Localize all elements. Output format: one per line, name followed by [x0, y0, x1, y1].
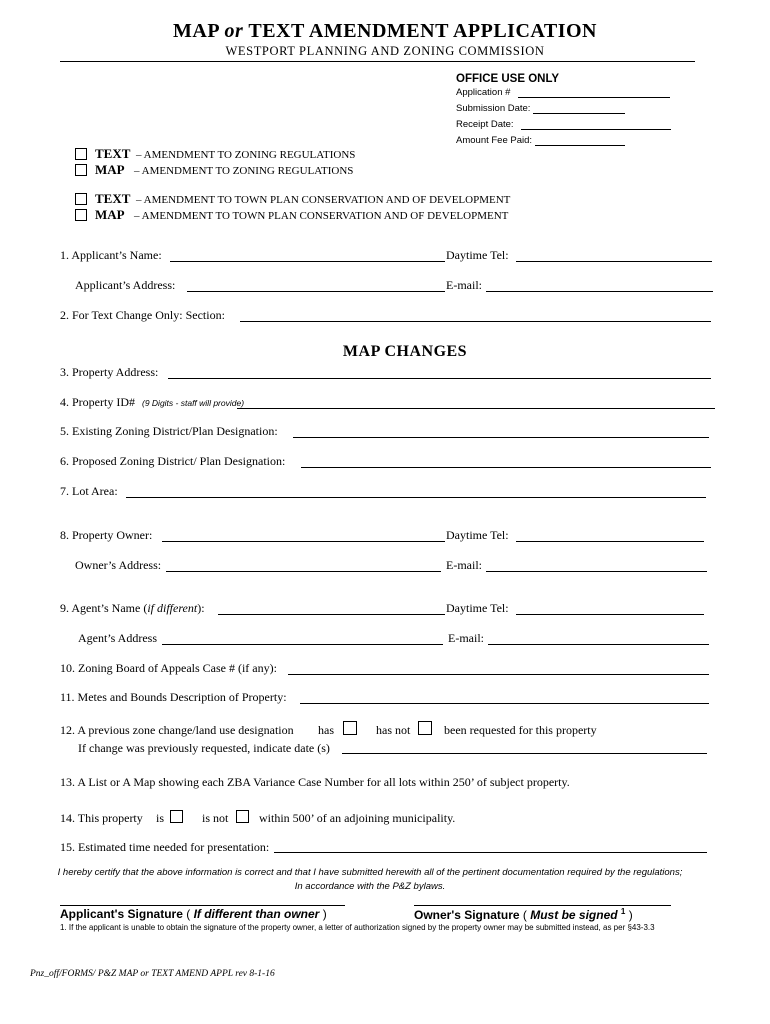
lot-area-label: 7. Lot Area:: [60, 484, 118, 498]
owner-tel-field[interactable]: [516, 541, 704, 542]
text-townplan-checkbox[interactable]: [75, 193, 87, 205]
property-address-field[interactable]: [168, 378, 711, 379]
amend-type-key: TEXT: [95, 191, 131, 206]
proposed-zoning-label: 6. Proposed Zoning District/ Plan Designation:: [60, 454, 286, 468]
agent-email-label: E-mail:: [448, 631, 484, 645]
header-divider: [60, 61, 695, 62]
agent-name-field[interactable]: [218, 614, 445, 615]
zba-case-field[interactable]: [288, 674, 709, 675]
office-fee-label: Amount Fee Paid:: [456, 135, 533, 146]
prev-date-label: If change was previously requested, indicate date (s): [78, 741, 330, 755]
is-not-label: is not: [202, 811, 229, 825]
amend-type-desc: – AMENDMENT TO ZONING REGULATIONS: [134, 165, 354, 177]
map-townplan-checkbox[interactable]: [75, 209, 87, 221]
amend-type-desc: – AMENDMENT TO TOWN PLAN CONSERVATION AND OF DEVELOPMENT: [136, 194, 511, 206]
agents-address-label: Agent’s Address: [78, 631, 157, 645]
office-submission-label: Submission Date:: [456, 103, 531, 114]
metes-bounds-label: 11. Metes and Bounds Description of Property:: [60, 690, 287, 704]
estimated-time-field[interactable]: [274, 852, 707, 853]
estimated-time-label: 15. Estimated time needed for presentation:: [60, 840, 270, 854]
map-zoning-checkbox[interactable]: [75, 164, 87, 176]
office-application-label: Application #: [456, 87, 511, 98]
agents-address-field[interactable]: [162, 644, 443, 645]
lot-area-field[interactable]: [126, 497, 706, 498]
amend-type-desc: – AMENDMENT TO TOWN PLAN CONSERVATION AND OF DEVELOPMENT: [134, 210, 509, 222]
has-not-checkbox[interactable]: [418, 721, 432, 735]
prev-change-label: 12. A previous zone change/land use designation: [60, 723, 294, 737]
applicant-address-label: Applicant’s Address:: [75, 278, 176, 292]
certification-line-2: In accordance with the P&Z bylaws.: [294, 881, 446, 892]
property-owner-field[interactable]: [162, 541, 445, 542]
office-fee-field[interactable]: [535, 145, 625, 146]
office-receipt-field[interactable]: [521, 129, 671, 130]
applicant-email-field[interactable]: [486, 291, 713, 292]
amend-type-key: MAP: [95, 162, 125, 177]
page-title: [0, 20, 770, 43]
prev-date-field[interactable]: [342, 753, 707, 754]
applicant-signature-field[interactable]: [60, 905, 345, 906]
title-map: MAP: [173, 20, 219, 42]
is-checkbox[interactable]: [170, 810, 183, 823]
owner-email-label: E-mail:: [446, 558, 482, 572]
office-application-field[interactable]: [518, 97, 670, 98]
applicant-tel-field[interactable]: [516, 261, 712, 262]
office-use-title: OFFICE USE ONLY: [456, 73, 560, 85]
proposed-zoning-field[interactable]: [301, 467, 711, 468]
agent-email-field[interactable]: [488, 644, 709, 645]
has-label: has: [318, 723, 334, 737]
applicant-name-label: 1. Applicant’s Name:: [60, 248, 162, 262]
owner-tel-label: Daytime Tel:: [446, 528, 509, 542]
property-id-field[interactable]: [237, 408, 715, 409]
text-change-field[interactable]: [240, 321, 711, 322]
applicant-signature-label: Applicant's Signature ( If different than owner ): [60, 907, 327, 921]
existing-zoning-field[interactable]: [293, 437, 709, 438]
applicant-email-label: E-mail:: [446, 278, 482, 292]
title-text-amendment: TEXT AMENDMENT APPLICATION: [248, 20, 597, 42]
zba-case-label: 10. Zoning Board of Appeals Case # (if any):: [60, 661, 277, 675]
text-zoning-checkbox[interactable]: [75, 148, 87, 160]
property-address-label: 3. Property Address:: [60, 365, 159, 379]
has-not-label: has not: [376, 723, 411, 737]
amend-type-key: TEXT: [95, 146, 131, 161]
form-footer: Pnz_off/FORMS/ P&Z MAP or TEXT AMEND APPL rev 8-1-16: [30, 969, 275, 979]
agent-name-label: 9. Agent’s Name (if different):: [60, 601, 205, 615]
is-not-checkbox[interactable]: [236, 810, 249, 823]
applicant-name-field[interactable]: [170, 261, 445, 262]
this-property-label: 14. This property: [60, 811, 143, 825]
agent-tel-field[interactable]: [516, 614, 704, 615]
footnote: 1. If the applicant is unable to obtain the signature of the property owner, a letter of authorization signed by the property owner may be submitted instead, as per §43-3.3: [60, 923, 655, 932]
page-subtitle: WESTPORT PLANNING AND ZONING COMMISSION: [225, 44, 545, 58]
owner-signature-field[interactable]: [414, 905, 671, 906]
has-checkbox[interactable]: [343, 721, 357, 735]
agent-tel-label: Daytime Tel:: [446, 601, 509, 615]
owners-address-field[interactable]: [166, 571, 441, 572]
office-submission-field[interactable]: [533, 113, 625, 114]
applicant-tel-label: Daytime Tel:: [446, 248, 509, 262]
applicant-address-field[interactable]: [187, 291, 445, 292]
list-map-label: 13. A List or A Map showing each ZBA Variance Case Number for all lots within 250’ of subject property.: [60, 775, 570, 789]
property-id-note: (9 Digits - staff will provide): [142, 398, 245, 408]
been-requested-label: been requested for this property: [444, 723, 597, 737]
text-change-label: 2. For Text Change Only: Section:: [60, 308, 225, 322]
amend-type-key: MAP: [95, 207, 125, 222]
title-or: or: [224, 20, 244, 42]
office-receipt-label: Receipt Date:: [456, 119, 514, 130]
property-owner-label: 8. Property Owner:: [60, 528, 153, 542]
property-id-label: 4. Property ID#: [60, 395, 135, 409]
within-500-label: within 500’ of an adjoining municipality.: [259, 811, 456, 825]
owners-address-label: Owner’s Address:: [75, 558, 162, 572]
existing-zoning-label: 5. Existing Zoning District/Plan Designation:: [60, 424, 278, 438]
metes-bounds-field[interactable]: [300, 703, 709, 704]
owner-email-field[interactable]: [486, 571, 707, 572]
owner-signature-label: Owner's Signature ( Must be signed $^1$ ): [414, 907, 633, 922]
certification-line-1: I hereby certify that the above information is correct and that I have submitted herewith all of the pertinent documentation required by the regulations;: [57, 867, 683, 878]
map-changes-heading: MAP CHANGES: [342, 343, 468, 360]
is-label: is: [156, 811, 165, 825]
amend-type-desc: – AMENDMENT TO ZONING REGULATIONS: [136, 149, 356, 161]
